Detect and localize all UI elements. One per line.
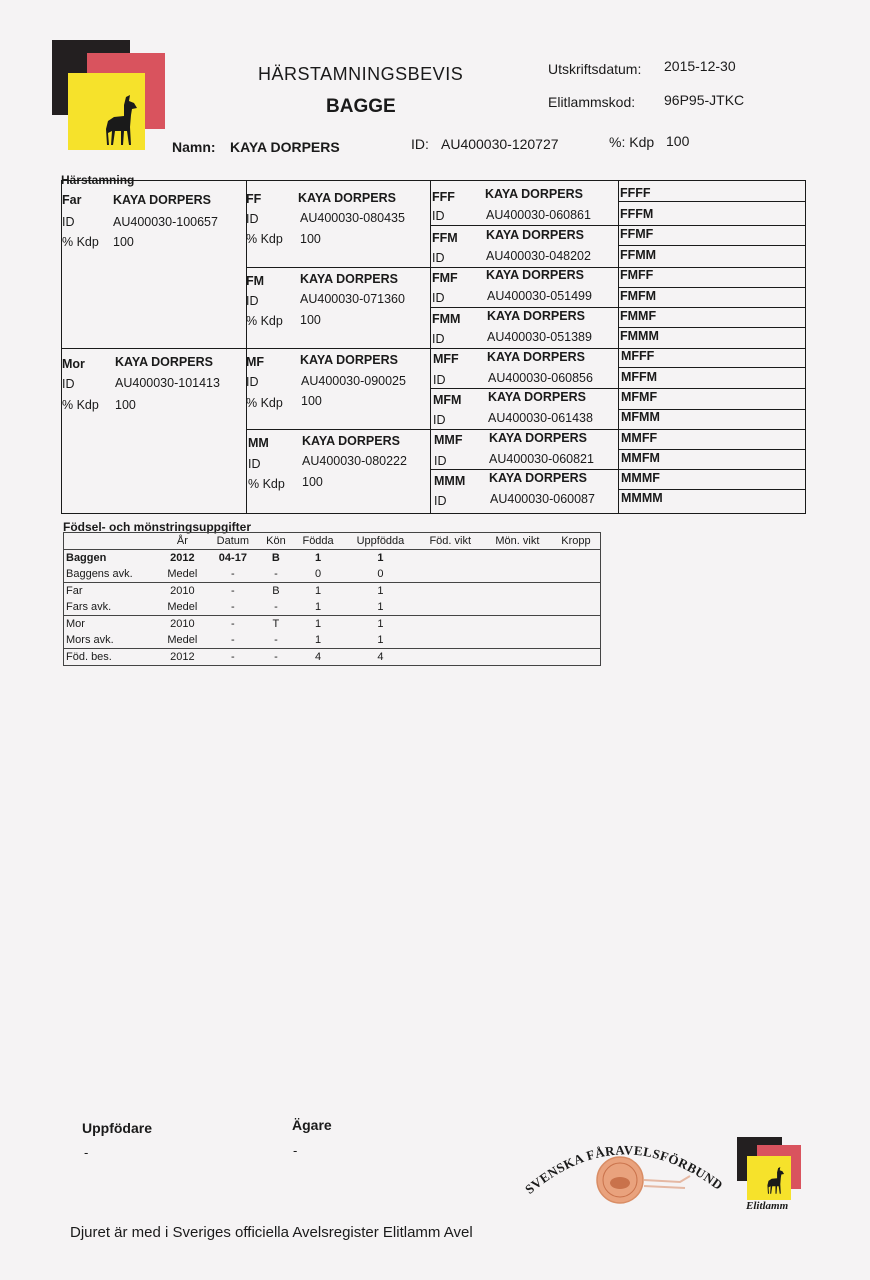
g3-mmm-id: AU400030-060087 bbox=[490, 492, 595, 506]
col-header: Mön. vikt bbox=[495, 535, 540, 547]
mm-id-label: ID bbox=[248, 457, 261, 471]
g4-mfff: MFFF bbox=[621, 349, 655, 363]
table-cell: T bbox=[259, 616, 293, 633]
document-title: HÄRSTAMNINGSBEVIS bbox=[258, 64, 464, 84]
g4-fmmf: FMMF bbox=[620, 309, 657, 323]
pct-label: %: Kdp bbox=[609, 134, 655, 150]
g3-mff-name: KAYA DORPERS bbox=[487, 350, 585, 364]
g3-ffm-code: FFM bbox=[432, 231, 458, 245]
table-cell bbox=[552, 566, 601, 583]
table-cell: 2010 bbox=[158, 583, 207, 600]
table-cell: 1 bbox=[377, 634, 384, 646]
col-header: Kropp bbox=[561, 535, 591, 547]
sff-stamp bbox=[520, 1130, 725, 1210]
table-cell bbox=[552, 616, 601, 633]
far-id: AU400030-100657 bbox=[113, 215, 218, 229]
far-kdp: 100 bbox=[113, 235, 134, 249]
table-cell: 1 bbox=[315, 601, 322, 613]
table-cell bbox=[483, 566, 552, 583]
table-cell: - bbox=[207, 616, 259, 633]
table-cell: 4 bbox=[343, 649, 417, 666]
id-label: ID: bbox=[411, 136, 429, 152]
table-cell: 1 bbox=[343, 550, 417, 567]
g4-mmmf: MMMF bbox=[621, 471, 660, 485]
table-row bbox=[64, 632, 601, 649]
table-cell: B bbox=[259, 583, 293, 600]
table-row bbox=[64, 649, 601, 666]
stamp-text: SVENSKA FÅRAVELSFÖRBUND bbox=[521, 1142, 725, 1197]
print-date: 2015-12-30 bbox=[664, 58, 736, 74]
owner-value: - bbox=[293, 1143, 298, 1158]
table-cell bbox=[418, 632, 483, 649]
table-cell: 0 bbox=[377, 568, 384, 580]
g4-ffmm: FFMM bbox=[620, 248, 657, 262]
far-code: Far bbox=[62, 193, 82, 207]
g3-ffm-id: AU400030-048202 bbox=[486, 249, 591, 263]
birth-section-title: Födsel- och mönstringsuppgifter bbox=[63, 520, 251, 534]
g4-ffmf: FFMF bbox=[620, 227, 654, 241]
g3-ffm-id-label: ID bbox=[432, 251, 445, 265]
table-cell: - bbox=[274, 568, 278, 580]
g3-mmm-id-label: ID bbox=[434, 494, 447, 508]
table-cell: Mors avk. bbox=[66, 634, 114, 646]
g3-fmm-id-label: ID bbox=[432, 332, 445, 346]
table-cell: - bbox=[259, 649, 293, 666]
table-cell: 1 bbox=[293, 550, 344, 567]
g4-mmmm: MMMM bbox=[621, 491, 663, 505]
mm-kdp-label: % Kdp bbox=[248, 477, 285, 491]
table-cell: Mor bbox=[64, 616, 159, 633]
g4-fmfm: FMFM bbox=[620, 289, 657, 303]
g3-fmm-code: FMM bbox=[432, 312, 461, 326]
table-cell: 4 bbox=[293, 649, 344, 666]
table-cell: - bbox=[231, 634, 235, 646]
ff-kdp-label: % Kdp bbox=[246, 232, 283, 246]
table-cell: - bbox=[231, 601, 235, 613]
mm-kdp: 100 bbox=[302, 475, 323, 489]
table-cell: Medel bbox=[167, 568, 198, 580]
mf-name: KAYA DORPERS bbox=[300, 353, 398, 367]
fm-kdp-label: % Kdp bbox=[246, 314, 283, 328]
table-cell bbox=[552, 583, 601, 600]
table-cell: 1 bbox=[293, 583, 344, 600]
g3-mff-id: AU400030-060856 bbox=[488, 371, 593, 385]
table-cell: 2010 bbox=[158, 616, 207, 633]
g4-mmff: MMFF bbox=[621, 431, 658, 445]
far-kdp-label: % Kdp bbox=[62, 235, 99, 249]
table-cell bbox=[418, 616, 483, 633]
mf-kdp-label: % Kdp bbox=[246, 396, 283, 410]
g3-mfm-id-label: ID bbox=[433, 413, 446, 427]
table-cell bbox=[483, 550, 552, 567]
g4-mmfm: MMFM bbox=[621, 451, 660, 465]
ff-id: AU400030-080435 bbox=[300, 211, 405, 225]
mor-id-label: ID bbox=[62, 377, 75, 391]
col-header: Uppfödda bbox=[356, 535, 405, 547]
g4-fmmm: FMMM bbox=[620, 329, 659, 343]
g3-ffm-name: KAYA DORPERS bbox=[486, 228, 584, 242]
col-header: Föd. vikt bbox=[429, 535, 472, 547]
table-cell: Fars avk. bbox=[66, 601, 112, 613]
col-header bbox=[64, 533, 159, 550]
g3-mmf-name: KAYA DORPERS bbox=[489, 431, 587, 445]
table-cell bbox=[552, 599, 601, 616]
table-cell: 2012 bbox=[158, 550, 207, 567]
g3-mfm-name: KAYA DORPERS bbox=[488, 390, 586, 404]
g3-mfm-id: AU400030-061438 bbox=[488, 411, 593, 425]
table-cell: B bbox=[259, 550, 293, 567]
table-cell: - bbox=[274, 634, 278, 646]
fm-kdp: 100 bbox=[300, 313, 321, 327]
table-cell: - bbox=[207, 649, 259, 666]
mm-code: MM bbox=[248, 436, 269, 450]
g4-mfmm: MFMM bbox=[621, 410, 660, 424]
table-cell: Far bbox=[64, 583, 159, 600]
col-header: År bbox=[176, 535, 188, 547]
fm-id: AU400030-071360 bbox=[300, 292, 405, 306]
elitlamm-code: 96P95-JTKC bbox=[664, 92, 745, 108]
print-date-label: Utskriftsdatum: bbox=[548, 61, 642, 77]
g3-mmf-id: AU400030-060821 bbox=[489, 452, 594, 466]
table-cell: 1 bbox=[377, 601, 384, 613]
col-header: Födda bbox=[302, 535, 334, 547]
table-cell bbox=[418, 550, 483, 567]
g3-mmf-code: MMF bbox=[434, 433, 463, 447]
mm-name: KAYA DORPERS bbox=[302, 434, 400, 448]
table-cell bbox=[418, 599, 483, 616]
table-row bbox=[64, 599, 601, 616]
sff-seal-icon bbox=[520, 1130, 725, 1210]
table-cell: Baggen bbox=[64, 550, 159, 567]
mor-kdp: 100 bbox=[115, 398, 136, 412]
g3-fff-code: FFF bbox=[432, 190, 455, 204]
pedigree-table bbox=[61, 180, 806, 514]
table-cell: - bbox=[274, 601, 278, 613]
birth-table bbox=[63, 532, 601, 666]
fm-name: KAYA DORPERS bbox=[300, 272, 398, 286]
table-cell bbox=[552, 649, 601, 666]
fm-id-label: ID bbox=[246, 294, 259, 308]
table-cell bbox=[483, 599, 552, 616]
breeder-label: Uppfödare bbox=[82, 1120, 152, 1136]
elitlamm-logo-text: Elitlamm bbox=[746, 1200, 789, 1212]
mor-name: KAYA DORPERS bbox=[115, 355, 213, 369]
pedigree-section-title: Härstamning bbox=[61, 173, 135, 187]
elitlamm-small-logo bbox=[737, 1137, 801, 1207]
table-cell: 1 bbox=[343, 583, 417, 600]
g3-fmf-id-label: ID bbox=[432, 291, 445, 305]
col-header: Kön bbox=[266, 535, 286, 547]
table-cell: - bbox=[207, 583, 259, 600]
table-cell bbox=[418, 583, 483, 600]
table-cell bbox=[418, 566, 483, 583]
mf-id-label: ID bbox=[246, 375, 259, 389]
table-cell: 1 bbox=[293, 616, 344, 633]
fm-code: FM bbox=[246, 274, 265, 288]
table-cell bbox=[483, 649, 552, 666]
mf-kdp: 100 bbox=[301, 394, 322, 408]
g3-fmf-code: FMF bbox=[432, 271, 458, 285]
g3-fmm-id: AU400030-051389 bbox=[487, 330, 592, 344]
registry-statement: Djuret är med i Sveriges officiella Avelsregister Elitlamm Avel bbox=[70, 1224, 473, 1241]
ff-code: FF bbox=[246, 192, 262, 206]
table-cell: Medel bbox=[167, 634, 198, 646]
table-cell: Baggens avk. bbox=[66, 568, 133, 580]
table-cell: Föd. bes. bbox=[64, 649, 159, 666]
g3-mmm-name: KAYA DORPERS bbox=[489, 471, 587, 485]
document-subtitle: BAGGE bbox=[326, 96, 396, 117]
mor-code: Mor bbox=[62, 357, 85, 371]
table-cell: 1 bbox=[315, 634, 322, 646]
table-cell bbox=[552, 632, 601, 649]
breeder-value: - bbox=[84, 1145, 89, 1160]
owner-label: Ägare bbox=[292, 1117, 332, 1133]
code-label: Elitlammskod: bbox=[548, 94, 636, 110]
g4-mffm: MFFM bbox=[621, 370, 658, 384]
mf-code: MF bbox=[246, 355, 265, 369]
g4-mfmf: MFMF bbox=[621, 390, 658, 404]
table-cell: Medel bbox=[167, 601, 198, 613]
animal-id: AU400030-120727 bbox=[441, 136, 559, 152]
lamb-icon bbox=[765, 1167, 787, 1197]
table-cell: 0 bbox=[315, 568, 322, 580]
animal-name: KAYA DORPERS bbox=[230, 139, 340, 155]
g3-mff-id-label: ID bbox=[433, 373, 446, 387]
mf-id: AU400030-090025 bbox=[301, 374, 406, 388]
mor-kdp-label: % Kdp bbox=[62, 398, 99, 412]
table-cell: 04-17 bbox=[207, 550, 259, 567]
table-row bbox=[64, 616, 601, 633]
g3-mmf-id-label: ID bbox=[434, 454, 447, 468]
g3-mff-code: MFF bbox=[433, 352, 459, 366]
g3-fff-id-label: ID bbox=[432, 209, 445, 223]
g4-fffm: FFFM bbox=[620, 207, 654, 221]
g3-fmf-id: AU400030-051499 bbox=[487, 289, 592, 303]
g3-mmm-code: MMM bbox=[434, 474, 466, 488]
g3-fff-id: AU400030-060861 bbox=[486, 208, 591, 222]
table-row bbox=[64, 566, 601, 583]
birth-table-header bbox=[64, 533, 601, 550]
g3-mfm-code: MFM bbox=[433, 393, 462, 407]
col-header: Datum bbox=[216, 535, 250, 547]
table-cell: - bbox=[231, 568, 235, 580]
ff-name: KAYA DORPERS bbox=[298, 191, 396, 205]
mor-id: AU400030-101413 bbox=[115, 376, 220, 390]
table-cell: 1 bbox=[343, 616, 417, 633]
g3-fmf-name: KAYA DORPERS bbox=[486, 268, 584, 282]
table-cell: 2012 bbox=[158, 649, 207, 666]
pct-value: 100 bbox=[666, 133, 690, 149]
table-row bbox=[64, 550, 601, 567]
g3-fff-name: KAYA DORPERS bbox=[485, 187, 583, 201]
far-id-label: ID bbox=[62, 215, 75, 229]
lamb-icon bbox=[104, 95, 140, 151]
table-cell bbox=[483, 632, 552, 649]
far-name: KAYA DORPERS bbox=[113, 193, 211, 207]
g4-ffff: FFFF bbox=[620, 186, 651, 200]
table-row bbox=[64, 583, 601, 600]
table-cell bbox=[483, 616, 552, 633]
ff-kdp: 100 bbox=[300, 232, 321, 246]
table-cell bbox=[552, 550, 601, 567]
g4-fmff: FMFF bbox=[620, 268, 654, 282]
ff-id-label: ID bbox=[246, 212, 259, 226]
table-cell bbox=[483, 583, 552, 600]
table-cell bbox=[418, 649, 483, 666]
mm-id: AU400030-080222 bbox=[302, 454, 407, 468]
elitlamm-logo bbox=[52, 40, 165, 150]
name-label: Namn: bbox=[172, 139, 216, 155]
g3-fmm-name: KAYA DORPERS bbox=[487, 309, 585, 323]
